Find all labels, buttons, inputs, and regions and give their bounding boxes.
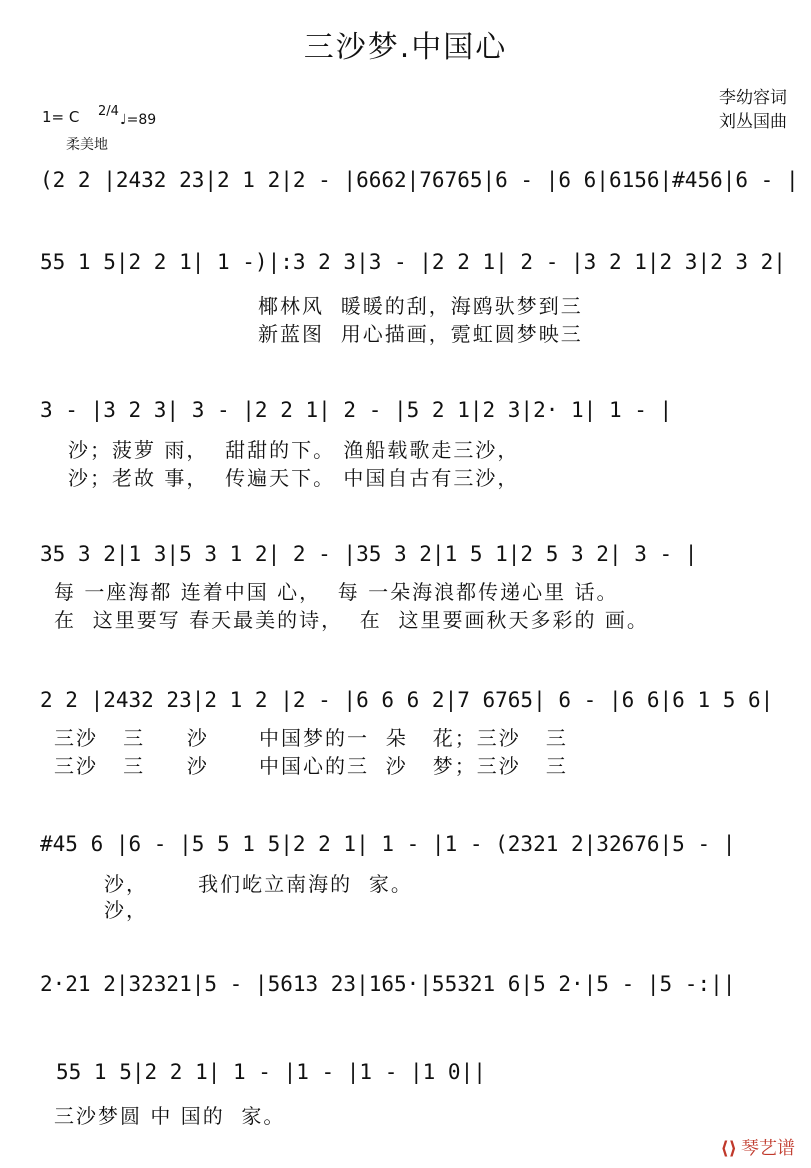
credits <box>719 86 787 134</box>
lyric-line: 新蓝图 用心描画，霓虹圆梦映三 <box>258 322 583 346</box>
lyric-line: 三沙 三 沙 中国心的三 沙 梦；三沙 三 <box>54 754 568 778</box>
lyric-line: 沙， <box>104 898 148 922</box>
lyric-line: 沙；老故 事， 传遍天下。 中国自古有三沙， <box>68 466 520 490</box>
watermark-text: 琴艺谱 <box>741 1138 795 1159</box>
notation-line: 55 1 5|2 2 1| 1 -)|:3 2 3|3 - |2 2 1| 2 - |3 2 1|2 3|2 3 2| <box>40 250 786 274</box>
key-signature: 1= C <box>42 108 80 126</box>
lyricist: 李幼容词 <box>719 88 787 108</box>
lyric-line: 在 这里要写 春天最美的诗， 在 这里要画秋天多彩的 画。 <box>54 608 649 632</box>
lyric-line: 每 一座海都 连着中国 心， 每 一朵海浪都传递心里 话。 <box>54 580 619 604</box>
page-title: 三沙梦.中国心 <box>303 30 508 65</box>
notation-line: 2·21 2|32321|5 - |5613 23|165·|55321 6|5 2·|5 - |5 -:|| <box>40 972 736 996</box>
watermark <box>721 1134 795 1160</box>
notation-line: 2 2 |2432 23|2 1 2 |2 - |6 6 6 2|7 6765| 6 - |6 6|6 1 5 6| <box>40 688 774 712</box>
time-signature: 2/4 <box>98 104 119 119</box>
notation-line: #45 6 |6 - |5 5 1 5|2 2 1| 1 - |1 - (2321 2|32676|5 - | <box>40 832 736 856</box>
lyric-line: 三沙 三 沙 中国梦的一 朵 花；三沙 三 <box>54 726 568 750</box>
lyric-line: 椰林风 暖暖的刮，海鸥驮梦到三 <box>258 294 583 318</box>
notation-line: 3 - |3 2 3| 3 - |2 2 1| 2 - |5 2 1|2 3|2· 1| 1 - | <box>40 398 673 422</box>
notation-line: 55 1 5|2 2 1| 1 - |1 - |1 - |1 0|| <box>56 1060 486 1084</box>
lyric-line: 沙；菠萝 雨， 甜甜的下。 渔船载歌走三沙， <box>68 438 520 462</box>
logo-icon: ⟨⟩ <box>720 1138 737 1159</box>
lyric-line: 沙， 我们屹立南海的 家。 <box>104 872 413 896</box>
composer: 刘丛国曲 <box>719 112 787 132</box>
expression-marking: 柔美地 <box>66 137 108 153</box>
notation-line: (2 2 |2432 23|2 1 2|2 - |6662|76765|6 - |6 6|6156|#456|6 - | <box>40 168 799 192</box>
notation-line: 35 3 2|1 3|5 3 1 2| 2 - |35 3 2|1 5 1|2 5 3 2| 3 - | <box>40 542 698 566</box>
tempo-marking: ♩=89 <box>120 112 157 128</box>
lyric-line: 三沙梦圆 中 国的 家。 <box>54 1104 286 1128</box>
